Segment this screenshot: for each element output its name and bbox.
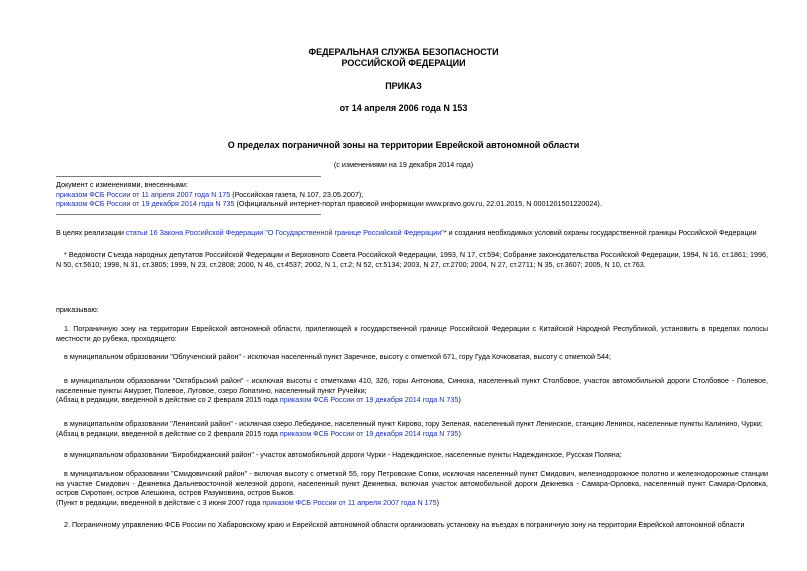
preamble-start: В целях реализации <box>56 228 126 237</box>
preamble-end: * и создания необходимых условий охраны государственной границы Российской Федерации <box>443 228 757 237</box>
edition-note-3 <box>56 498 768 508</box>
revision-note: (с изменениями на 19 декабря 2014 года) <box>333 160 474 169</box>
document-date-number: от 14 апреля 2006 года N 153 <box>339 103 468 113</box>
paragraph-obluchensky: в муниципальном образовании "Облученский район" - исключая населенный пункт Заречное, высоту с отметкой 671, гору Гуда Кочковатая, высоту с отметкой 544; <box>64 352 612 361</box>
paragraph-1: 1. Пограничную зону на территории Еврейской автономной области, прилегающей к государственной границе Российской Федерации с Китайской Народной Республикой, установить в пределах полосы местности до рубежа, проходящего: <box>56 324 768 343</box>
paragraph-birobidzhansky: в муниципальном образовании "Биробиджанский район" - участок автомобильной дороги Чурки - Надеждинское, населенные пункты Надеждинское, Русская Поляна; <box>64 450 622 459</box>
changes-item-1-source: (Российская газета, N 107, 23.05.2007); <box>230 189 364 199</box>
edition-note-1-text: (Абзац в редакции, введенной в действие со 2 февраля 2015 года <box>56 395 280 404</box>
link-edition-2[interactable]: приказом ФСБ России от 19 декабря 2014 года N 735 <box>279 429 459 438</box>
edition-note-1-close: ) <box>458 395 461 404</box>
top-divider <box>56 176 321 177</box>
changes-item-2-source: (Официальный интернет-портал правовой информации www.pravo.gov.ru, 22.01.2015, N 0001201501220024). <box>234 199 602 209</box>
paragraph-oktyabrsky: в муниципальном образовании "Октябрьский район" - исключая высоты с отметками 410, 326, горы Антонова, Синюха, населенный пункт Столбовое, участок автомобильной дороги Столбовое - Полевое, населенные пункты Амурзет, Полевое, Луговое, озеро Лопатино, населенный пункт Ручейки; <box>56 376 768 395</box>
paragraph-2: 2. Пограничному управлению ФСБ России по Хабаровскому краю и Еврейской автономной области организовать установку на въездах в пограничную зону на территории Еврейской автономной области <box>64 520 745 529</box>
paragraph-smidovichsky: в муниципальном образовании "Смидовичский район" - включая высоту с отметкой 55, гору Петровские Сопки, исключая населенный пункт Смидович, железнодорожное полотно и железнодорожные станции на участке Смидович - Дежневка Дальневосточной железной дороги, населенный пункт Дежневка, включая участок автомобильной дороги Дежневка - Самара-Орловка, населенный пункт Самара-Орловка, остров Сироткин, остров Алешкина, остров Разумовина, остров Быков. <box>56 469 768 498</box>
paragraph-leninsky: в муниципальном образовании "Ленинский район" - исключая озеро Лебединое, населенный пункт Кирово, гору Зеленая, населенный пункт Ленинское, станцию Ленинск, населенные пункты Калинино, Чурки; <box>64 419 763 428</box>
changes-item-2 <box>56 199 768 209</box>
edition-note-3-text: (Пункт в редакции, введенной в действие с 3 июня 2007 года <box>56 498 263 507</box>
link-order-175[interactable]: приказом ФСБ России от 11 апреля 2007 года N 175 <box>56 189 231 199</box>
document-type: ПРИКАЗ <box>385 81 422 91</box>
edition-note-2-text: (Абзац в редакции, введенной в действие со 2 февраля 2015 года <box>56 429 280 438</box>
agency-line-1: ФЕДЕРАЛЬНАЯ СЛУЖБА БЕЗОПАСНОСТИ <box>308 47 499 57</box>
changes-item-1 <box>56 190 768 200</box>
edition-note-1 <box>56 395 768 405</box>
order-word: приказываю: <box>56 305 99 314</box>
link-edition-3[interactable]: приказом ФСБ России от 11 апреля 2007 года N 175 <box>262 498 437 507</box>
edition-note-2-close: ) <box>458 429 461 438</box>
changes-block <box>56 180 768 209</box>
edition-note-3-close: ) <box>436 498 440 507</box>
bottom-divider <box>56 214 321 215</box>
preamble <box>56 228 768 238</box>
agency-line-2: РОССИЙСКОЙ ФЕДЕРАЦИИ <box>341 58 466 68</box>
link-edition-1[interactable]: приказом ФСБ России от 19 декабря 2014 года N 735 <box>279 395 459 404</box>
footnote: * Ведомости Съезда народных депутатов Российской Федерации и Верховного Совета Российской Федерации, 1993, N 17, ст.594; Собрание законодательства Российской Федерации, 1994, N 16, ст.1861; 1996, N 50, ст.5610; 1998, N 31, ст.3805; 1999, N 23, ст.2808; 2000, N 46, ст.4537; 2002, N 1, ст.2; N 52, ст.5134; 2003, N 27, ст.2700; 2004, N 27, ст.2711; N 35, ст.3607; 2005, N 10, ст.763. <box>56 250 768 269</box>
document-title: О пределах пограничной зоны на территории Еврейской автономной области <box>227 140 580 150</box>
link-law-article-16[interactable]: статьи 16 Закона Российской Федерации "О Государственной границе Российской Федерации" <box>125 228 444 237</box>
edition-note-2 <box>56 429 768 439</box>
changes-intro: Документ с изменениями, внесенными: <box>56 180 188 189</box>
link-order-735[interactable]: приказом ФСБ России от 19 декабря 2014 года N 735 <box>56 199 235 209</box>
